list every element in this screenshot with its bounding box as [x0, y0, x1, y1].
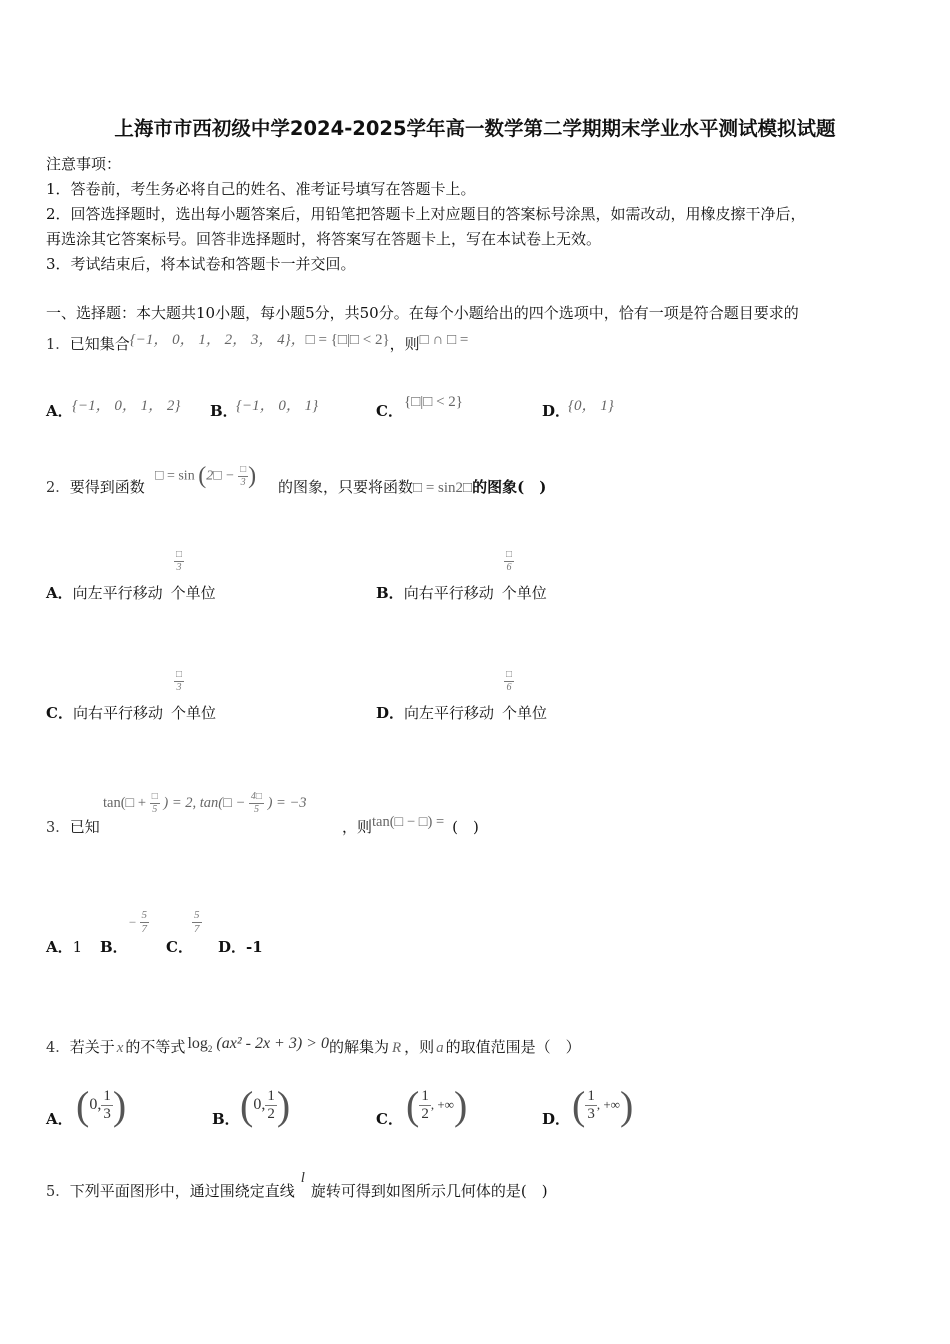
q2-b-den: 6: [506, 562, 512, 573]
q2-c-unit: 个单位: [170, 704, 216, 722]
q2-b-text: 向右平行移动: [403, 584, 494, 602]
q2-function: □ = sin (2□ − $\frac{□}{3}$ ): [155, 463, 257, 489]
question-3: [46, 816, 100, 837]
q3-b-den: 7: [141, 923, 148, 935]
q4-a-left: 0,: [89, 1096, 102, 1114]
q3-d-value: -1: [246, 938, 263, 956]
q4-x: x: [116, 1040, 124, 1056]
q2-inner: 2□ −: [206, 468, 235, 484]
q3-option-b-value: [128, 910, 149, 935]
q4-a-den: 3: [103, 1106, 111, 1122]
q4-c-den: 2: [421, 1106, 429, 1122]
q3-c2-num: 4□: [250, 791, 262, 802]
q2-number: 2．: [46, 480, 70, 496]
q5-l: l: [300, 1170, 305, 1186]
q4-b-num: 1: [267, 1088, 275, 1104]
q3-c2-den: 5: [253, 804, 259, 815]
q3-lead: 已知: [69, 818, 100, 836]
q3-paren: ( ): [452, 818, 479, 836]
q2-b-num: □: [506, 549, 513, 560]
q2-mid-text: 的图象，只要将函数: [278, 478, 414, 496]
q1-option-d-label[interactable]: D．: [542, 402, 571, 420]
q2-d-num: □: [506, 669, 513, 680]
notice-item-3: 3．考试结束后，将本试卷和答题卡一并交回。: [46, 255, 356, 273]
q1-option-b-value: {−1， 0， 1}: [236, 398, 319, 414]
q3-number: 3．: [46, 820, 70, 836]
q2-b-unit: 个单位: [501, 584, 547, 602]
q3-d-label: D．: [218, 938, 247, 956]
q1-option-a-label[interactable]: A．: [46, 402, 73, 420]
q3-c1-num: □: [151, 791, 158, 802]
q4-R: R: [391, 1040, 402, 1056]
q4-option-d-label[interactable]: D．: [542, 1110, 571, 1128]
notice-item-2: 2．回答选择题时，选出每小题答案后，用铅笔把答题卡上对应题目的答案标号涂黑，如需改动，用橡皮擦干净后，: [46, 205, 806, 223]
q1-option-d-value: {0， 1}: [568, 398, 614, 414]
q3-c-num: 5: [194, 909, 200, 921]
q3-a-label: A．: [46, 938, 73, 956]
q2-tail: 的图象( ): [472, 478, 547, 496]
q4-b-left: 0,: [253, 1096, 266, 1114]
q2-d-text: 向左平行移动: [404, 704, 495, 722]
q3-c-den: 7: [194, 923, 200, 935]
q4-d-den: 3: [587, 1106, 595, 1122]
q3-option-c-label[interactable]: C．: [166, 938, 193, 956]
q3-c1-den: 5: [152, 804, 158, 815]
q1-expr: □ ∩ □ =: [419, 332, 469, 348]
q3-cond2-tail: ) = −3: [267, 794, 307, 811]
q4-option-c-value: ( $\frac{1}{2}$ , +∞): [406, 1083, 468, 1128]
q2-func2: □ = sin2□: [413, 480, 473, 496]
q1-setA: {−1， 0， 1， 2， 3， 4}: [129, 332, 291, 348]
q4-mid1: 的不等式: [125, 1038, 186, 1056]
q5-number: 5．: [46, 1184, 70, 1200]
notice-heading: 注意事项：: [46, 155, 122, 173]
q4-base: 2: [207, 1044, 213, 1055]
q3-expr: tan(□ − □) =: [372, 814, 445, 830]
q1-comma: ，: [290, 332, 306, 348]
q3-option-c-value: [192, 910, 202, 935]
q4-inequality: [187, 1035, 329, 1055]
q4-option-a-value: (0, $\frac{1}{3}$ ): [76, 1083, 127, 1128]
q2-a-unit: 个单位: [170, 584, 216, 602]
q4-option-c-label[interactable]: C．: [376, 1110, 403, 1128]
q2-lead: 要得到函数: [69, 478, 145, 496]
q2-frac-den: 3: [240, 477, 246, 488]
q4-option-b-value: (0, $\frac{1}{2}$ ): [240, 1083, 291, 1128]
q4-arg: (ax² - 2x + 3) > 0: [216, 1035, 329, 1052]
q4-mid2: 的解集为: [328, 1038, 389, 1056]
q2-d-label: D．: [376, 704, 405, 722]
q5-tail: 旋转可得到如图所示几何体的是( ): [310, 1182, 548, 1200]
q2-d-den: 6: [506, 682, 512, 693]
q5-lead: 下列平面图形中，通过围绕定直线: [69, 1182, 295, 1200]
q4-c-num: 1: [421, 1088, 429, 1104]
page-title: 上海市市西初级中学2024-2025学年高一数学第二学期期末学业水平测试模拟试题: [114, 117, 836, 140]
q1-setB: □ = {□|□ < 2}: [305, 332, 390, 348]
q3-option-d[interactable]: [218, 936, 263, 957]
q3-cond1: tan(□ +: [103, 794, 147, 811]
q4-d-right: , +∞: [596, 1097, 620, 1113]
q3-b-sign: −: [128, 914, 137, 930]
notice-item-2-cont: 再选涂其它答案标号。回答非选择题时，将答案写在答题卡上，写在本试卷上无效。: [46, 230, 602, 248]
q2-frac-num: □: [240, 464, 247, 475]
q4-tail: 的取值范围是（ ）: [445, 1038, 581, 1056]
q4-b-den: 2: [267, 1106, 275, 1122]
question-1: [46, 333, 468, 354]
section-heading: 一、选择题：本大题共10小题，每小题5分，共50分。在每个小题给出的四个选项中，恰有一项是符合题目要求的: [46, 304, 799, 322]
q2-a-label: A．: [46, 584, 73, 602]
q2-c-label: C．: [46, 704, 73, 722]
q4-d-num: 1: [587, 1088, 595, 1104]
q1-option-c-value: {□|□ < 2}: [404, 394, 463, 410]
question-4: [46, 1036, 581, 1058]
q2-func-text: □ = sin: [155, 468, 195, 484]
q1-lead: 已知集合: [69, 335, 130, 353]
q3-condition: [103, 792, 307, 815]
q4-a: a: [436, 1040, 444, 1056]
q4-option-b-label[interactable]: B．: [212, 1110, 240, 1128]
q3-a-value: 1: [72, 938, 83, 956]
q2-c-text: 向右平行移动: [72, 704, 163, 722]
q4-option-d-value: ( $\frac{1}{3}$ , +∞): [572, 1083, 634, 1128]
q4-number: 4．: [46, 1040, 70, 1056]
q2-c-num: □: [176, 669, 183, 680]
question-2: [46, 476, 145, 497]
q3-b-num: 5: [141, 909, 148, 921]
q1-option-b-label[interactable]: B．: [210, 402, 238, 420]
q4-log: log: [187, 1035, 208, 1052]
q4-mid3: ，则: [404, 1038, 435, 1056]
q3-then: ，则: [342, 818, 373, 836]
q3-question-tail: [342, 810, 479, 836]
q4-a-num: 1: [103, 1088, 111, 1104]
q2-a-den: 3: [176, 562, 182, 573]
q1-number: 1．: [46, 337, 70, 353]
q2-a-text: 向左平行移动: [72, 584, 163, 602]
q4-c-right: , +∞: [430, 1097, 454, 1113]
notice-item-1: 1．答卷前，考生务必将自己的姓名、准考证号填写在答题卡上。: [46, 180, 476, 198]
q3-option-a[interactable]: [46, 936, 82, 957]
q2-middle: [278, 476, 546, 497]
q2-c-den: 3: [176, 682, 182, 693]
q1-option-a-value: {−1， 0， 1， 2}: [72, 398, 181, 414]
q1-then: ，则: [389, 335, 420, 353]
q2-b-label: B．: [376, 584, 404, 602]
q3-cond1-tail: ) = 2, tan(□ −: [163, 794, 246, 811]
q4-lead: 若关于: [69, 1038, 115, 1056]
q4-option-a-label[interactable]: A．: [46, 1110, 73, 1128]
q2-d-unit: 个单位: [502, 704, 548, 722]
q2-a-num: □: [176, 549, 183, 560]
q1-option-c-label[interactable]: C．: [376, 402, 403, 420]
question-5: [46, 1170, 548, 1201]
q3-option-b-label[interactable]: B．: [100, 938, 128, 956]
